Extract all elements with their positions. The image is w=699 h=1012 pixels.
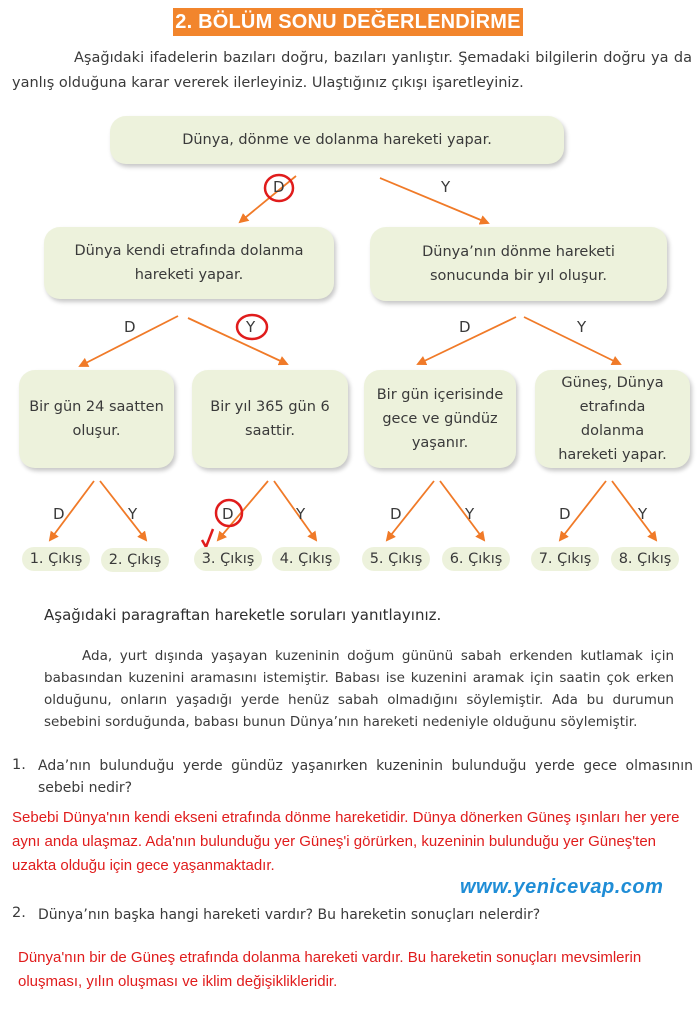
diagram-level2-statement-1: Bir gün 24 saatten oluşur. [19, 370, 174, 468]
exit-4[interactable]: 4. Çıkış [272, 547, 340, 571]
answer-text: Sebebi Dünya'nın kendi ekseni etrafında dönme hareketidir. Dünya dönerken Güneş ışınları her yere aynı anda ulaşmaz. Ada'nın bulunduğu yer Güneş'i görürken, kuzeninin bulunduğu yer Güneş'ten uzakta olduğu için gece yaşanmaktadır. [12, 809, 680, 874]
exit-5[interactable]: 5. Çıkış [362, 547, 430, 571]
answer-text: Dünya'nın bir de Güneş etrafında dolanma hareketi vardır. Bu hareketin sonuçları mevsimlerin oluşması, yılın oluşması ve iklim değişiklikleridir. [18, 949, 642, 990]
exit-3[interactable]: 3. Çıkış [194, 547, 262, 571]
instructions: Aşağıdaki ifadelerin bazıları doğru, bazıları yanlıştır. Şemadaki bilgilerin doğru ya da yanlış olduğuna karar vererek ilerleyiniz. Ulaştığınız çıkışı işaretleyiniz. [12, 50, 692, 91]
label-true: D [459, 318, 471, 336]
diagram-level1-statement-2: Dünya’nın dönme hareketi sonucunda bir yıl oluşur. [370, 227, 667, 301]
label-true: D [559, 505, 571, 523]
label-true: D [390, 505, 402, 523]
label-false: Y [465, 505, 475, 523]
label-true: D [273, 178, 285, 196]
question-number: 1. [12, 757, 26, 773]
label-false: Y [441, 178, 451, 196]
arrow-l1b-false [524, 317, 620, 364]
label-false: Y [577, 318, 587, 336]
diagram-level1-statement-1: Dünya kendi etrafında dolanma hareketi yapar. [44, 227, 334, 299]
label-false: Y [246, 318, 256, 336]
question-text: Dünya’nın başka hangi hareketi vardır? Bu hareketin sonuçları nelerdir? [38, 907, 541, 923]
page-title: 2. BÖLÜM SONU DEĞERLENDİRME [173, 8, 523, 36]
diagram-level2-statement-3: Bir gün içerisinde gece ve gündüz yaşanır. [364, 370, 516, 468]
diagram-level2-statement-4: Güneş, Dünya etrafında dolanma hareketi yapar. [535, 370, 690, 468]
label-false: Y [128, 505, 138, 523]
label-true: D [222, 505, 234, 523]
question-text: Ada’nın bulunduğu yerde gündüz yaşanırken kuzeninin bulunduğu yerde gece olmasının sebebi nedir? [38, 758, 693, 796]
exit-7[interactable]: 7. Çıkış [531, 547, 599, 571]
reading-paragraph: Ada, yurt dışında yaşayan kuzeninin doğum gününü sabah erkenden kutlamak için babasından kuzenini aramasını istemiştir. Babası ise kuzenini aramak için saatin çok erken olduğunu, onların yaşadığı yerde henüz sabah olmadığını söylemiştir. Ada bu durumun sebebini sorduğunda, babası bunun Dünya’nın hareketi nedeniyle olduğunu söylemiştir. [44, 648, 674, 730]
diagram-level2-statement-2: Bir yıl 365 gün 6 saattir. [192, 370, 348, 468]
label-false: Y [296, 505, 306, 523]
exit-8[interactable]: 8. Çıkış [611, 547, 679, 571]
check-mark [202, 529, 213, 547]
label-true: D [53, 505, 65, 523]
diagram-root-statement: Dünya, dönme ve dolanma hareketi yapar. [110, 116, 564, 164]
label-true: D [124, 318, 136, 336]
question-number: 2. [12, 905, 26, 921]
exit-1[interactable]: 1. Çıkış [22, 547, 90, 571]
label-false: Y [638, 505, 648, 523]
section-heading: Aşağıdaki paragraftan hareketle soruları yanıtlayınız. [44, 606, 442, 624]
arrow-root-false [380, 178, 488, 223]
exit-2[interactable]: 2. Çıkış [101, 548, 169, 572]
watermark: www.yenicevap.com [460, 876, 664, 898]
exit-6[interactable]: 6. Çıkış [442, 547, 510, 571]
